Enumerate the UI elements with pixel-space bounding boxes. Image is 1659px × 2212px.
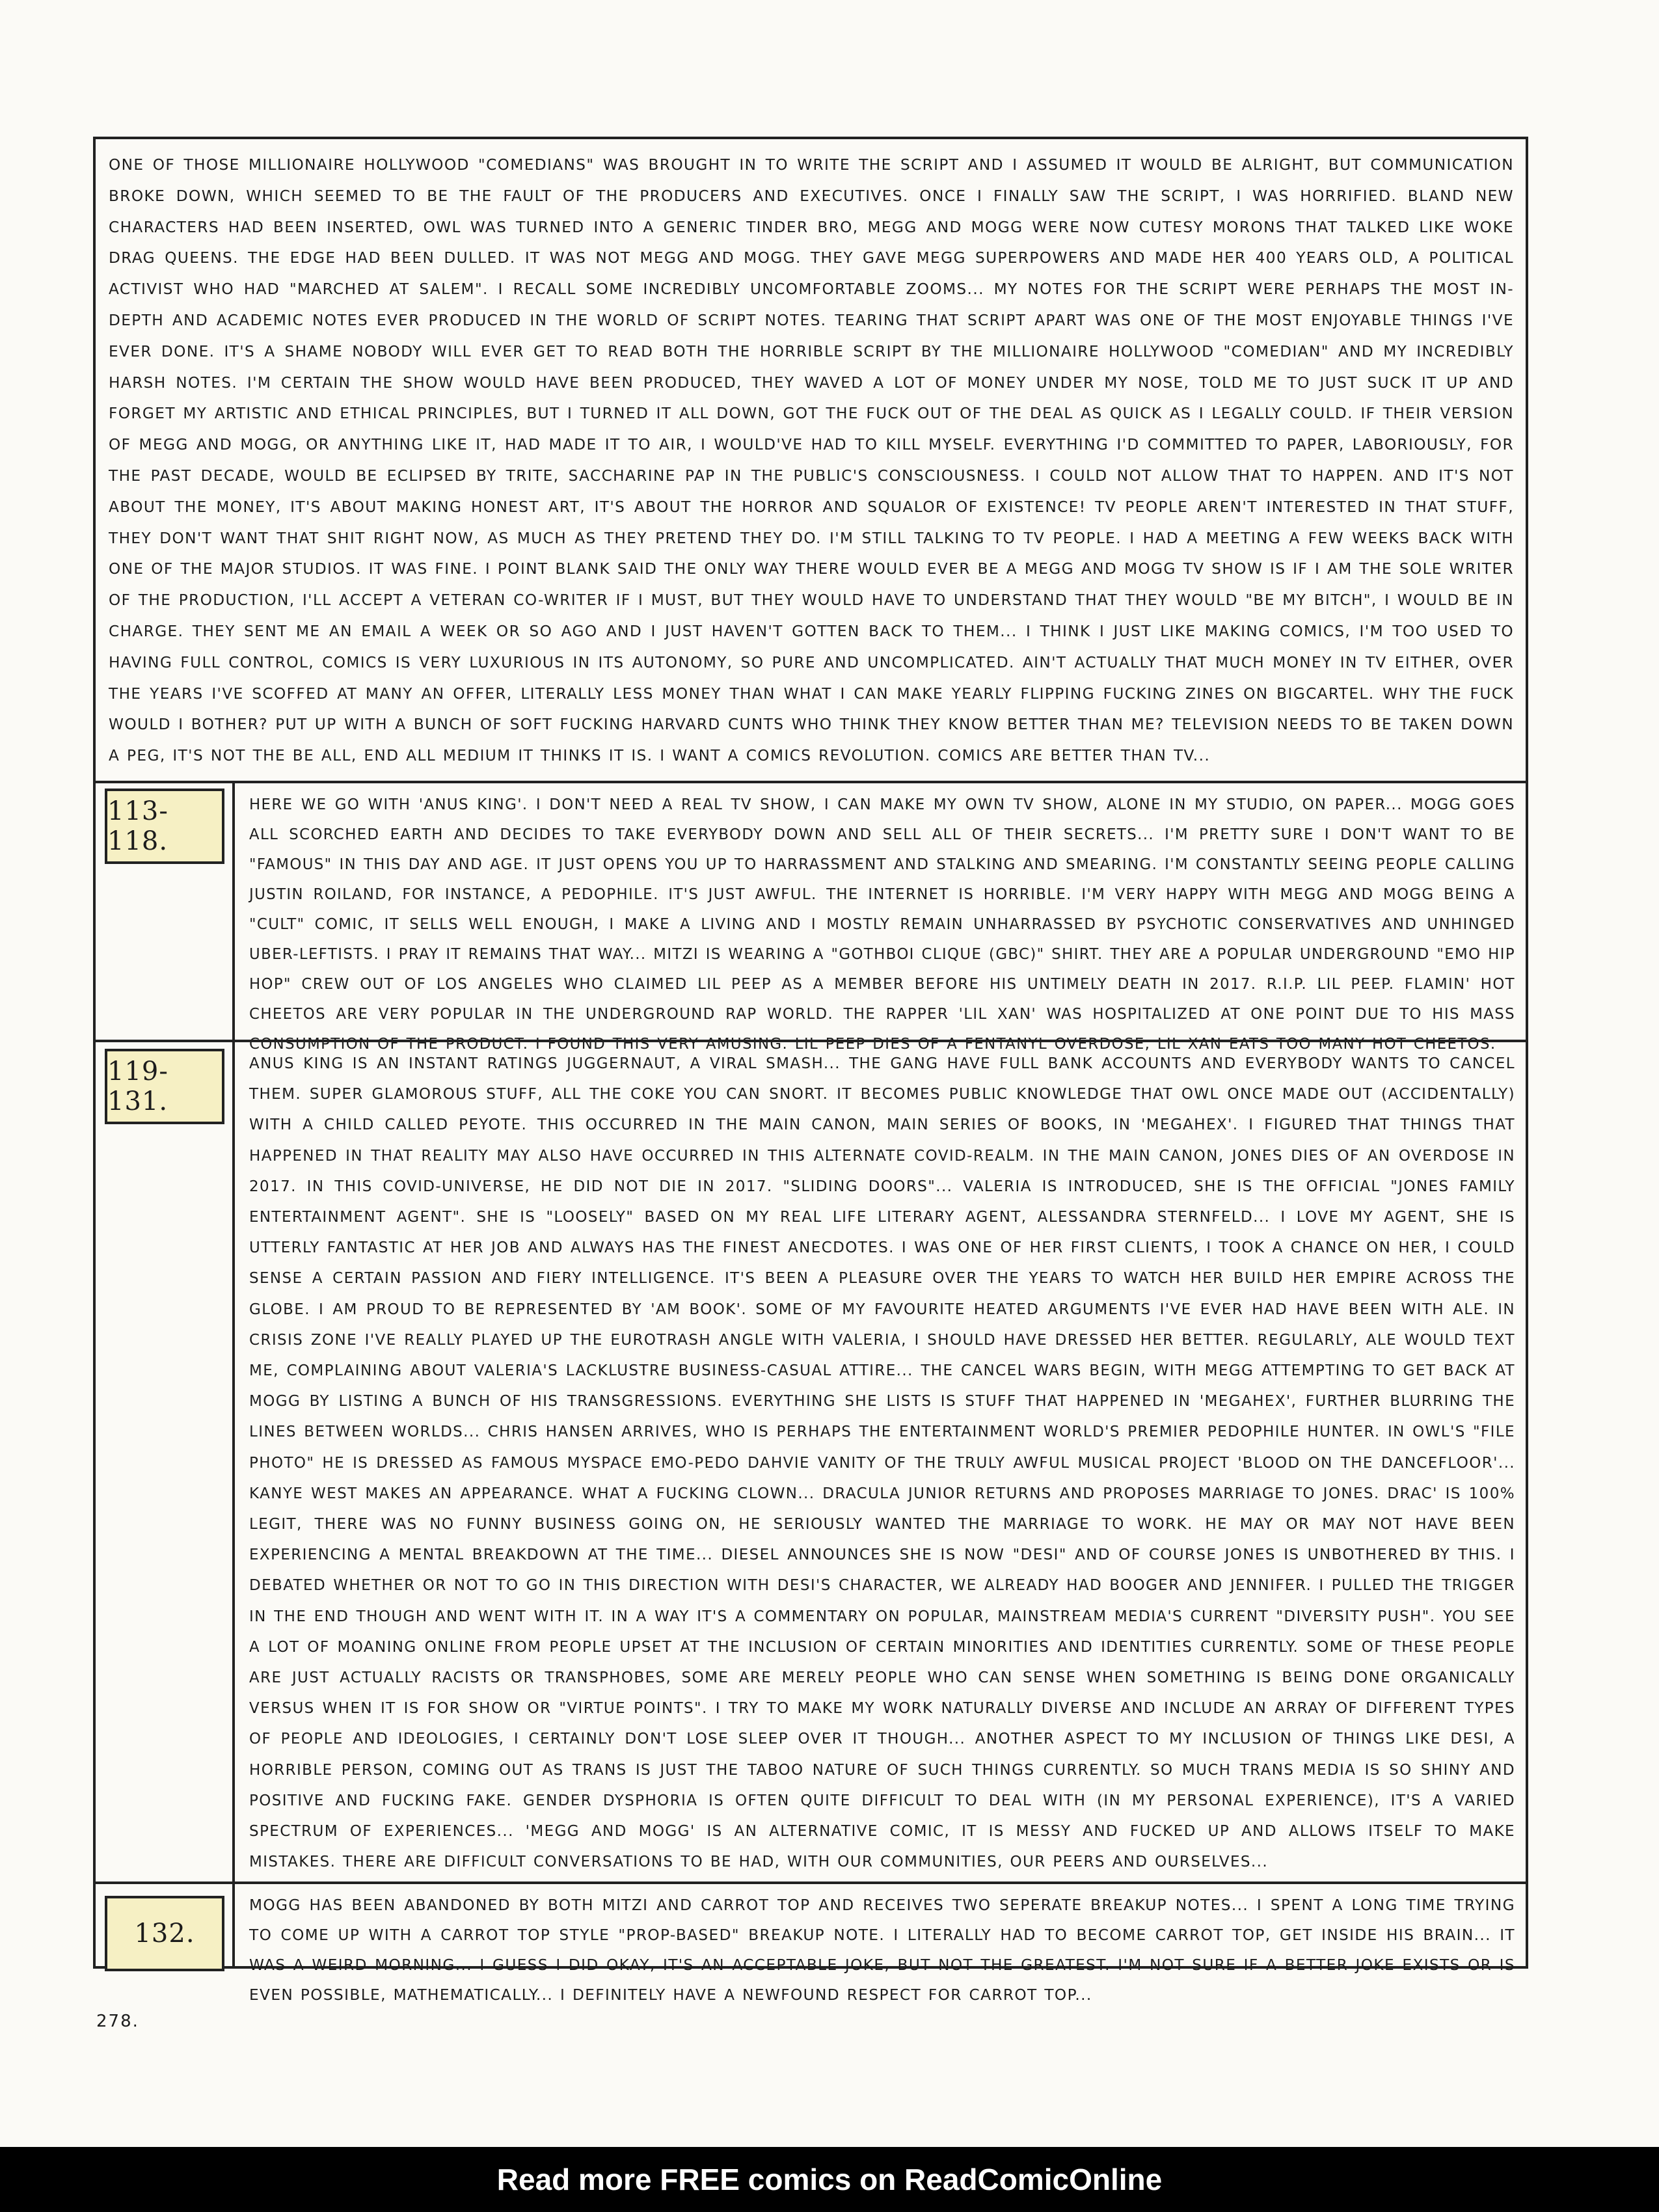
panel-119-131-text: ANUS KING IS AN INSTANT RATINGS JUGGERNAUT, A VIRAL SMASH... THE GANG HAVE FULL BANK ACCOUNTS AND EVERYBODY WANTS TO CANCEL THEM. SUPER GLAMOROUS STUFF, ALL THE COKE YOU CAN SNORT. IT BECOMES PUBLIC KNOWLEDGE THAT OWL ONCE MADE OUT (ACCIDENTALLY) WITH A CHILD CALLED PEYOTE. THIS OCCURRED IN THE MAIN CANON, MAIN SERIES OF BOOKS, IN 'MEGAHEX'. I FIGURED THAT THINGS THAT HAPPENED IN THAT REALITY MAY ALSO HAVE OCCURRED IN THIS ALTERNATE COVID-REALM. IN THE MAIN CANON, JONES DIES OF AN OVERDOSE IN 2017. IN THIS COVID-UNIVERSE, HE DID NOT DIE IN 2017. "SLIDING DOORS"... VALERIA IS INTRODUCED, SHE IS THE OFFICIAL "JONES FAMILY ENTERTAINMENT AGENT". SHE IS "LOOSELY" BASED ON MY REAL LIFE LITERARY AGENT, ALESSANDRA STERNFELD... I LOVE MY AGENT, SHE IS UTTERLY FANTASTIC AT HER JOB AND ALWAYS HAS THE FINEST ANECDOTES. I WAS ONE OF HER FIRST CLIENTS, I TOOK A CHANCE ON HER, I COULD SENSE A CERTAIN PASSION AND FIERY INTELLIGENCE. IT'S BEEN A PLEASURE OVER THE YEARS TO WATCH HER BUILD HER EMPIRE ACROSS THE GLOBE. I AM PROUD TO BE REPRESENTED BY 'AM BOOK'. SOME OF MY FAVOURITE HEATED ARGUMENTS I'VE EVER HAD HAVE BEEN WITH ALE. IN CRISIS ZONE I'VE REALLY PLAYED UP THE EUROTRASH ANGLE WITH VALERIA, I SHOULD HAVE DRESSED HER BETTER. REGULARLY, ALE WOULD TEXT ME, COMPLAINING ABOUT VALERIA'S LACKLUSTRE BUSINESS-CASUAL ATTIRE... THE CANCEL WARS BEGIN, WITH MEGG ATTEMPTING TO GET BACK AT MOGG BY LISTING A BUNCH OF HIS TRANSGRESSIONS. EVERYTHING SHE LISTS IS STUFF THAT HAPPENED IN 'MEGAHEX', FURTHER BLURRING THE LINES BETWEEN WORLDS... CHRIS HANSEN ARRIVES, WHO IS PERHAPS THE ENTERTAINMENT WORLD'S PREMIER PEDOPHILE HUNTER. IN OWL'S "FILE PHOTO" HE IS DRESSED AS FAMOUS MYSPACE EMO-PEDO DAHVIE VANITY OF THE TRULY AWFUL MUSICAL PROJECT 'BLOOD ON THE DANCEFLOOR'... KANYE WEST MAKES AN APPEARANCE. WHAT A FUCKING CLOWN... DRACULA JUNIOR RETURNS AND PROPOSES MARRIAGE TO JONES. DRAC' IS 100% LEGIT, THERE WAS NO FUNNY BUSINESS GOING ON, HE SERIOUSLY WANTED THE MARRIAGE TO WORK. HE MAY OR MAY NOT HAVE BEEN EXPERIENCING A MENTAL BREAKDOWN AT THE TIME... DIESEL ANNOUNCES SHE IS NOW "DESI" AND OF COURSE JONES IS UNBOTHERED BY THIS. I DEBATED WHETHER OR NOT TO GO IN THIS DIRECTION WITH DESI'S CHARACTER, WE ALREADY HAD BOOGER AND JENNIFER. I PULLED THE TRIGGER IN THE END THOUGH AND WENT WITH IT. IN A WAY IT'S A COMMENTARY ON POPULAR, MAINSTREAM MEDIA'S CURRENT "DIVERSITY PUSH". YOU SEE A LOT OF MOANING ONLINE FROM PEOPLE UPSET AT THE INCLUSION OF CERTAIN MINORITIES AND IDENTITIES CURRENTLY. SOME OF THESE PEOPLE ARE JUST ACTUALLY RACISTS OR TRANSPHOBES, SOME ARE MERELY PEOPLE WHO CAN SENSE WHEN SOMETHING IS BEING DONE ORGANICALLY VERSUS WHEN IT IS FOR SHOW OR "VIRTUE POINTS". I TRY TO MAKE MY WORK NATURALLY DIVERSE AND INCLUDE AN ARRAY OF DIFFERENT TYPES OF PEOPLE AND IDEOLOGIES, I CERTAINLY DON'T LOSE SLEEP OVER IT THOUGH... ANOTHER ASPECT TO MY INCLUSION OF THINGS LIKE DESI, A HORRIBLE PERSON, COMING OUT AS TRANS IS JUST THE TABOO NATURE OF SUCH THINGS CURRENTLY. SO MUCH TRANS MEDIA IS SO SHINY AND POSITIVE AND FUCKING FAKE. GENDER DYSPHORIA IS OFTEN QUITE DIFFICULT TO DEAL WITH (IN MY PERSONAL EXPERIENCE), IT'S A VARIED SPECTRUM OF EXPERIENCES... 'MEGG AND MOGG' IS AN ALTERNATIVE COMIC, IT IS MESSY AND FUCKED UP AND ALLOWS ITSELF TO MAKE MISTAKES. THERE ARE DIFFICULT CONVERSATIONS TO BE HAD, WITH OUR COMMUNITIES, OUR PEERS AND OURSELVES... — [249, 1055, 1515, 1871]
panel-label-column — [96, 1884, 235, 1966]
footer-banner[interactable]: Read more FREE comics on ReadComicOnline — [0, 2147, 1659, 2212]
panel-113-118-text: HERE WE GO WITH 'ANUS KING'. I DON'T NEED A REAL TV SHOW, I CAN MAKE MY OWN TV SHOW, ALONE IN MY STUDIO, ON PAPER... MOGG GOES ALL SCORCHED EARTH AND DECIDES TO TAKE EVERYBODY DOWN AND SELL ALL OF THEIR SECRETS... I'M PRETTY SURE I DON'T WANT TO BE "FAMOUS" IN THIS DAY AND AGE. IT JUST OPENS YOU UP TO HARRASSMENT AND STALKING AND SMEARING. I'M CONSTANTLY SEEING PEOPLE CALLING JUSTIN ROILAND, FOR INSTANCE, A PEDOPHILE. IT'S JUST AWFUL. THE INTERNET IS HORRIBLE. I'M VERY HAPPY WITH MEGG AND MOGG BEING A "CULT" COMIC, IT SELLS WELL ENOUGH, I MAKE A LIVING AND I MOSTLY REMAIN UNHARRASSED BY PSYCHOTIC CONSERVATIVES AND UNHINGED UBER-LEFTISTS. I PRAY IT REMAINS THAT WAY... MITZI IS WEARING A "GOTHBOI CLIQUE (GBC)" SHIRT. THEY ARE A POPULAR UNDERGROUND "EMO HIP HOP" CREW OUT OF LOS ANGELES WHO CLAIMED LIL PEEP AS A MEMBER BEFORE HIS UNTIMELY DEATH IN 2017. R.I.P. LIL PEEP. FLAMIN' HOT CHEETOS ARE VERY POPULAR IN THE UNDERGROUND RAP WORLD. THE RAPPER 'LIL XAN' WAS HOSPITALIZED AT ONE POINT DUE TO HIS MASS CONSUMPTION OF THE PRODUCT. I FOUND THIS VERY AMUSING. LIL PEEP DIES OF A FENTANYL OVERDOSE, LIL XAN EATS TOO MANY HOT CHEETOS. — [249, 796, 1515, 1053]
panel-body — [249, 1049, 1515, 1878]
page-range-tag: 113-118. — [105, 789, 224, 864]
panel-132-text: MOGG HAS BEEN ABANDONED BY BOTH MITZI AND CARROT TOP AND RECEIVES TWO SEPERATE BREAKUP NOTES... I SPENT A LONG TIME TRYING TO COME UP WITH A CARROT TOP STYLE "PROP-BASED" BREAKUP NOTE. I LITERALLY HAD TO BECOME CARROT TOP, GET INSIDE HIS BRAIN... IT WAS A WEIRD MORNING... I GUESS I DID OKAY, IT'S AN ACCEPTABLE JOKE, BUT NOT THE GREATEST. I'M NOT SURE IF A BETTER JOKE EXISTS OR IS EVEN POSSIBLE, MATHEMATICALLY... I DEFINITELY HAVE A NEWFOUND RESPECT FOR CARROT TOP... — [249, 1896, 1515, 2004]
panel-label-column — [96, 783, 235, 1040]
panel-132 — [96, 1882, 1526, 2004]
panel-intro-text: ONE OF THOSE MILLIONAIRE HOLLYWOOD "COMEDIANS" WAS BROUGHT IN TO WRITE THE SCRIPT AND I ASSUMED IT WOULD BE ALRIGHT, BUT COMMUNICATION BROKE DOWN, WHICH SEEMED TO BE THE FAULT OF THE PRODUCERS AND EXECUTIVES. ONCE I FINALLY SAW THE SCRIPT, I WAS HORRIFIED. BLAND NEW CHARACTERS HAD BEEN INSERTED, OWL WAS TURNED INTO A GENERIC TINDER BRO, MEGG AND MOGG WERE NOW CUTESY MORONS THAT TALKED LIKE WOKE DRAG QUEENS. THE EDGE HAD BEEN DULLED. IT WAS NOT MEGG AND MOGG. THEY GAVE MEGG SUPERPOWERS AND MADE HER 400 YEARS OLD, A POLITICAL ACTIVIST WHO HAD "MARCHED AT SALEM". I RECALL SOME INCREDIBLY UNCOMFORTABLE ZOOMS... MY NOTES FOR THE SCRIPT WERE PERHAPS THE MOST IN-DEPTH AND ACADEMIC NOTES EVER PRODUCED IN THE WORLD OF SCRIPT NOTES. TEARING THAT SCRIPT APART WAS ONE OF THE MOST ENJOYABLE THINGS I'VE EVER DONE. IT'S A SHAME NOBODY WILL EVER GET TO READ BOTH THE HORRIBLE SCRIPT BY THE MILLIONAIRE HOLLYWOOD "COMEDIAN" AND MY INCREDIBLY HARSH NOTES. I'M CERTAIN THE SHOW WOULD HAVE BEEN PRODUCED, THEY WAVED A LOT OF MONEY UNDER MY NOSE, TOLD ME TO JUST SUCK IT UP AND FORGET MY ARTISTIC AND ETHICAL PRINCIPLES, BUT I TURNED IT ALL DOWN, GOT THE FUCK OUT OF THE DEAL AS QUICK AS I LEGALLY COULD. IF THEIR VERSION OF MEGG AND MOGG, OR ANYTHING LIKE IT, HAD MADE IT TO AIR, I WOULD'VE HAD TO KILL MYSELF. EVERYTHING I'D COMMITTED TO PAPER, LABORIOUSLY, FOR THE PAST DECADE, WOULD BE ECLIPSED BY TRITE, SACCHARINE PAP IN THE PUBLIC'S CONSCIOUSNESS. I COULD NOT ALLOW THAT TO HAPPEN. AND IT'S NOT ABOUT THE MONEY, IT'S ABOUT MAKING HONEST ART, IT'S ABOUT THE HORROR AND SQUALOR OF EXISTENCE! TV PEOPLE AREN'T INTERESTED IN THAT STUFF, THEY DON'T WANT THAT SHIT RIGHT NOW, AS MUCH AS THEY PRETEND THEY DO. I'M STILL TALKING TO TV PEOPLE. I HAD A MEETING A FEW WEEKS BACK WITH ONE OF THE MAJOR STUDIOS. IT WAS FINE. I POINT BLANK SAID THE ONLY WAY THERE WOULD EVER BE A MEGG AND MOGG TV SHOW IS IF I AM THE SOLE WRITER OF THE PRODUCTION, I'LL ACCEPT A VETERAN CO-WRITER IF I MUST, BUT THEY WOULD HAVE TO UNDERSTAND THAT THEY WOULD "BE MY BITCH", I WOULD BE IN CHARGE. THEY SENT ME AN EMAIL A WEEK OR SO AGO AND I JUST HAVEN'T GOTTEN BACK TO THEM... I THINK I JUST LIKE MAKING COMICS, I'M TOO USED TO HAVING FULL CONTROL, COMICS IS VERY LUXURIOUS IN ITS AUTONOMY, SO PURE AND UNCOMPLICATED. AIN'T ACTUALLY THAT MUCH MONEY IN TV EITHER, OVER THE YEARS I'VE SCOFFED AT MANY AN OFFER, LITERALLY LESS MONEY THAN WHAT I CAN MAKE YEARLY FLIPPING FUCKING ZINES ON BIGCARTEL. WHY THE FUCK WOULD I BOTHER? PUT UP WITH A BUNCH OF SOFT FUCKING HARVARD CUNTS WHO THINK THEY KNOW BETTER THAN ME? TELEVISION NEEDS TO BE TAKEN DOWN A PEG, IT'S NOT THE BE ALL, END ALL MEDIUM IT THINKS IT IS. I WANT A COMICS REVOLUTION. COMICS ARE BETTER THAN TV... — [109, 156, 1514, 765]
panel-body — [249, 1891, 1515, 2004]
page-range-tag: 119-131. — [105, 1049, 224, 1124]
panel-intro — [96, 139, 1526, 781]
panel-113-118 — [96, 781, 1526, 1053]
page-number: 278. — [96, 2012, 139, 2031]
panel-label-column — [96, 1042, 235, 1882]
text-frame — [93, 137, 1528, 2004]
panel-119-131 — [96, 1040, 1526, 1882]
page-range-tag: 132. — [105, 1896, 224, 1971]
panel-body — [249, 790, 1515, 1053]
